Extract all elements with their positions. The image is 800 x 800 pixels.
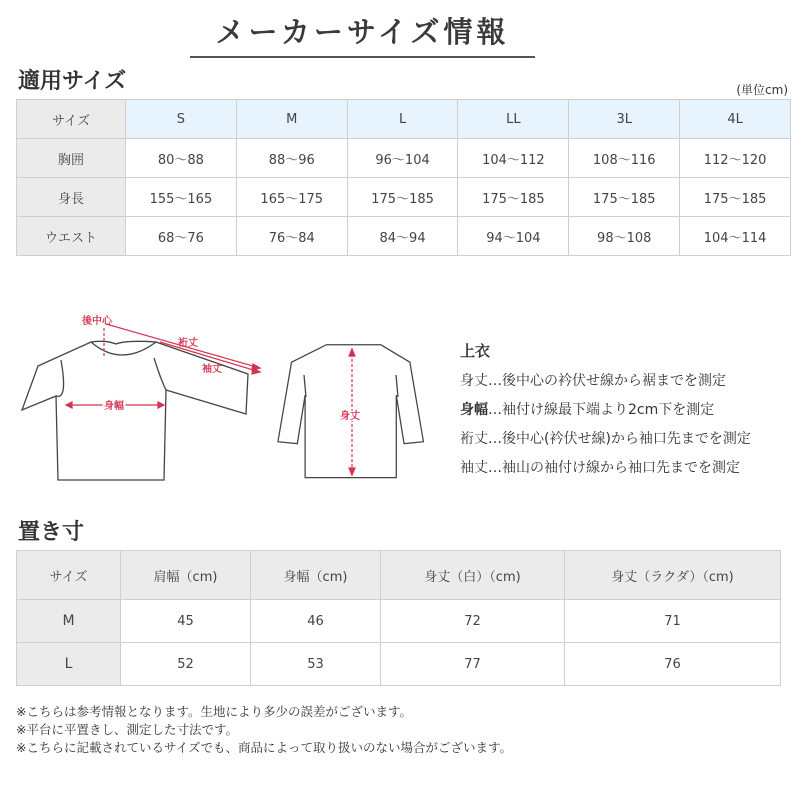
table-row	[17, 178, 791, 217]
term: 裄丈	[460, 431, 488, 447]
description-line	[460, 399, 751, 428]
right-seam-line	[396, 375, 398, 397]
size-cell: S	[126, 100, 237, 139]
table-cell: 104〜112	[458, 139, 569, 178]
table-cell: 76〜84	[236, 217, 347, 256]
table-row	[17, 551, 781, 600]
table-row	[17, 643, 781, 686]
arrow-head	[66, 402, 72, 408]
note-line: ※こちらは参考情報となります。生地により多少の誤差がございます。	[16, 704, 412, 719]
size-cell: M	[236, 100, 347, 139]
page-title: メーカーサイズ情報	[190, 8, 535, 58]
table-cell: 68〜76	[126, 217, 237, 256]
table-cell: 165〜175	[236, 178, 347, 217]
table-cell: 94〜104	[458, 217, 569, 256]
header-cell: 身丈（ラクダ）（cm)	[565, 551, 781, 600]
description-line	[460, 370, 751, 399]
back-garment-diagram	[276, 335, 426, 485]
table-cell: 76	[565, 643, 781, 686]
definition: …後中心(衿伏せ線)から袖口先までを測定	[488, 431, 751, 447]
table-row	[17, 139, 791, 178]
back-center-label: 後中心	[82, 316, 112, 327]
table-cell: 72	[381, 600, 565, 643]
header-cell: 肩幅（cm)	[121, 551, 251, 600]
yuki-label: 裄丈	[178, 338, 198, 349]
mitake-label: 身丈	[340, 411, 360, 422]
arrow-head	[158, 402, 164, 408]
header-cell: サイズ	[17, 551, 121, 600]
term: 袖丈	[460, 460, 488, 476]
size-table	[16, 99, 791, 256]
row-label: 身長	[17, 178, 126, 217]
header-cell: 身丈（白）（cm)	[381, 551, 565, 600]
arrow-head	[349, 349, 355, 356]
table-cell: 155〜165	[126, 178, 237, 217]
description-heading: 上衣	[460, 342, 491, 360]
definition: …袖山の袖付け線から袖口先までを測定	[488, 460, 740, 476]
notes	[16, 703, 512, 757]
table-cell: 175〜185	[458, 178, 569, 217]
size-cell: L	[347, 100, 458, 139]
table-cell: 77	[381, 643, 565, 686]
collar-line	[91, 341, 156, 344]
right-armhole-line	[154, 358, 166, 390]
table-cell: 71	[565, 600, 781, 643]
table-cell: 45	[121, 600, 251, 643]
flat-measurement-table	[16, 550, 781, 686]
description-line	[460, 428, 751, 457]
front-garment-diagram	[16, 310, 276, 490]
note-line: ※平台に平置きし、測定した寸法です。	[16, 722, 238, 737]
size-cell: 3L	[569, 100, 680, 139]
size-cell: 4L	[680, 100, 791, 139]
mihaba-label: 身幅	[104, 401, 124, 412]
term: 身丈	[460, 373, 488, 389]
definition: …後中心の衿伏せ線から裾までを測定	[488, 373, 726, 389]
table-cell: 53	[251, 643, 381, 686]
table-cell: 46	[251, 600, 381, 643]
table-cell: 175〜185	[347, 178, 458, 217]
table-row	[17, 600, 781, 643]
table-row	[17, 100, 791, 139]
table-cell: 175〜185	[569, 178, 680, 217]
unit-note: (単位cm)	[736, 83, 788, 97]
table-cell: 84〜94	[347, 217, 458, 256]
table-row	[17, 217, 791, 256]
table-cell: 96〜104	[347, 139, 458, 178]
row-label: M	[17, 600, 121, 643]
arrow-head	[349, 468, 355, 475]
table-cell: 112〜120	[680, 139, 791, 178]
table-cell: 108〜116	[569, 139, 680, 178]
table-cell: 88〜96	[236, 139, 347, 178]
flat-section-title: 置き寸	[18, 520, 85, 545]
row-label: ウエスト	[17, 217, 126, 256]
definition: …袖付け線最下端より2cm下を測定	[488, 402, 715, 418]
shirt-outline	[22, 342, 248, 480]
sode-label: 袖丈	[202, 364, 222, 375]
left-armhole-line	[56, 360, 64, 396]
table-cell: 52	[121, 643, 251, 686]
term: 身幅	[460, 402, 488, 418]
left-seam-line	[304, 375, 306, 397]
header-cell: サイズ	[17, 100, 126, 139]
table-cell: 98〜108	[569, 217, 680, 256]
row-label: 胸囲	[17, 139, 126, 178]
measurement-description	[460, 340, 751, 486]
size-section-title: 適用サイズ	[18, 69, 127, 94]
table-cell: 104〜114	[680, 217, 791, 256]
size-cell: LL	[458, 100, 569, 139]
table-cell: 80〜88	[126, 139, 237, 178]
row-label: L	[17, 643, 121, 686]
description-line	[460, 457, 751, 486]
header-cell: 身幅（cm)	[251, 551, 381, 600]
note-line: ※こちらに記載されているサイズでも、商品によって取り扱いのない場合がございます。	[16, 740, 512, 755]
table-cell: 175〜185	[680, 178, 791, 217]
